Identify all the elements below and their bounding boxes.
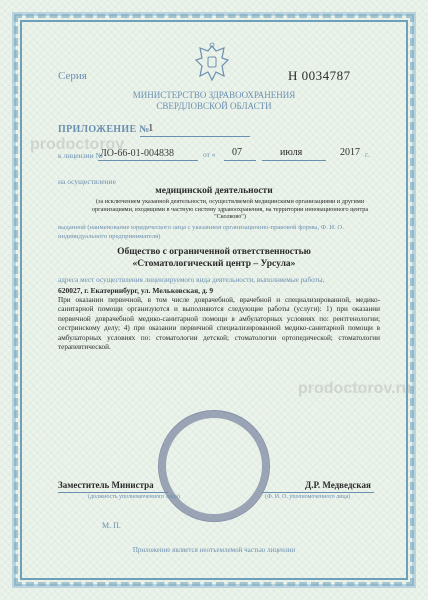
license-month: июля — [280, 147, 303, 158]
services-text: При оказании первичной, в том числе доврачебной, врачебной и специализированной, медико-санитарной помощи организуются и выполняются следующие работы (услуги): 1) при оказании первичной доврачебной медико-санитарной помощи в амбулаторных условиях по: рентгенологии; сестринскому делу; 4) при оказании первичной специализированной медико-санитарной помощи в амбулаторных условиях по: стоматологии детской; стоматологии ортопедической; стоматологии терапевтической. — [58, 296, 380, 352]
activity-note: (за исключением указанной деятельности, осуществляемой медицинскими организациями и другими организациями, входящими в частную систему здравоохранения, на территории инновационного центра "Сколково") — [91, 198, 369, 221]
stamp-place-label: М. П. — [102, 521, 121, 530]
license-number-line — [98, 160, 198, 161]
appendix-number-line — [140, 136, 250, 137]
issued-label: выданной (наименование юридического лица с указанием организационно-правовой формы, Ф. И. О. индивидуального предпринимателя) — [58, 224, 344, 240]
organization-name-line-2: «Стоматологический центр – Урсула» — [132, 259, 296, 269]
activity-prefix: на осуществление — [58, 177, 116, 186]
footer-note: Приложение является неотъемлемой частью лицензии — [132, 546, 296, 554]
watermark-bottom: prodoctorov.ru — [298, 380, 412, 397]
ministry-line-2: СВЕРДЛОВСКОЙ ОБЛАСТИ — [156, 101, 272, 111]
ministry-line-1: МИНИСТЕРСТВО ЗДРАВООХРАНЕНИЯ — [132, 90, 296, 100]
coat-of-arms-icon — [192, 42, 232, 84]
appendix-label: ПРИЛОЖЕНИЕ № — [58, 124, 150, 135]
appendix-number: 1 — [148, 122, 154, 134]
organization-name-line-1: Общество с ограниченной ответственностью — [117, 247, 311, 257]
deputy-line — [58, 492, 168, 493]
signer-note: (Ф. И. О. уполномоченного лица) — [265, 494, 351, 500]
day-line — [224, 160, 256, 161]
license-number: ЛО-66-01-004838 — [100, 148, 174, 159]
address-value: 620027, г. Екатеринбург, ул. Мельковская, д. 9 — [58, 286, 214, 295]
year-suffix: г. — [365, 150, 370, 159]
deputy-minister-title: Заместитель Министра — [58, 480, 154, 490]
deputy-note: (должность уполномоченного лица) — [88, 494, 180, 500]
month-line — [262, 160, 326, 161]
document-number: Н 0034787 — [288, 68, 351, 83]
date-from-label: от « — [203, 150, 216, 159]
license-year: 2017 — [340, 147, 360, 158]
license-prefix: к лицензии № — [58, 151, 103, 160]
signer-line — [262, 492, 374, 493]
signer-name: Д.Р. Медведская — [305, 480, 371, 490]
activity-title: медицинской деятельности — [155, 186, 273, 196]
watermark-top: prodoctorov — [30, 136, 125, 153]
official-stamp — [158, 410, 270, 522]
series-label: Серия — [58, 70, 87, 82]
address-label: адреса мест осуществления лицензируемого вида деятельности, выполняемые работы, — [58, 276, 325, 284]
license-day: 07 — [232, 147, 242, 158]
